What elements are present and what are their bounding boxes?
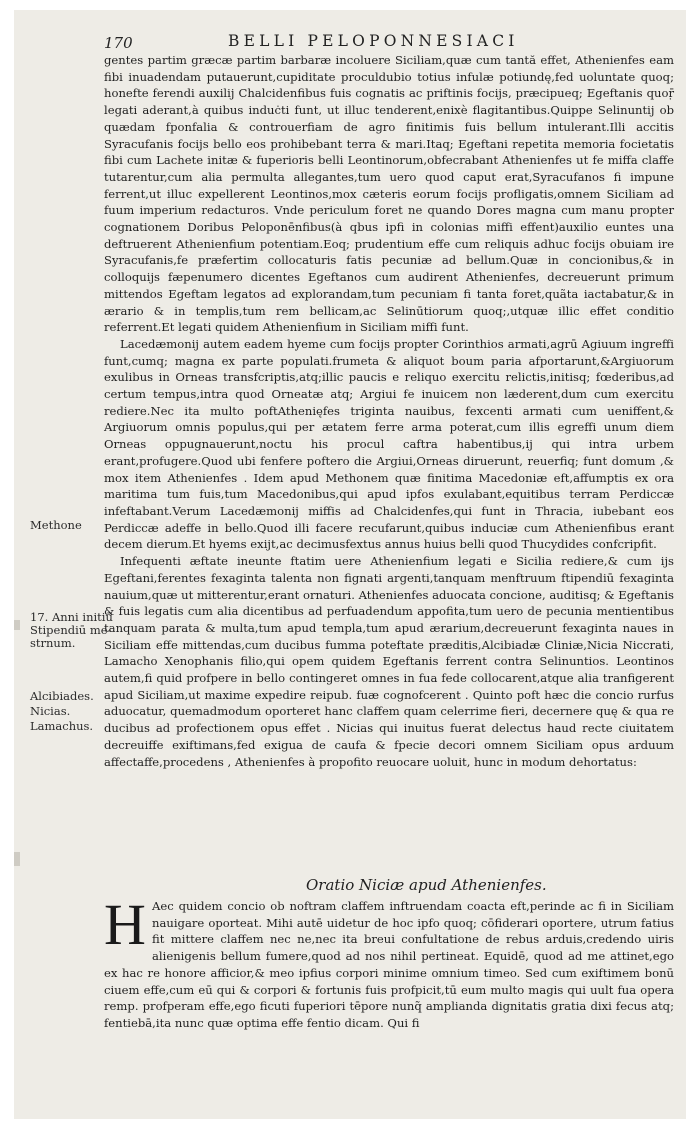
oration-text xyxy=(104,892,674,1032)
margin-note-line: Alcibiades. xyxy=(30,689,94,703)
margin-note-line: Lamachus. xyxy=(30,719,94,733)
margin-note-line: 17. Anni initiū xyxy=(30,610,113,624)
margin-note-line: Stipendiū me- xyxy=(30,623,112,637)
paragraph: gentes partim græcæ partim barbaræ incoluere Siciliam,quæ cum tantă effet, Athenienfes eam fibi inuadendam putauerunt,cupiditate proculdubio totius infulæ potiundę,fed uoluntate quoq; honefte ferendi auxilij Chalcidenfibus fuis cognatis ac priftinis focijs, præcipueq; Egeftanis quoṝ legati aderant,à quibus induċti funt, ut illuc tenderent,enixè flagitantibus.Quippe Selinuntij ob quædam fponfalia & controuerfiam de agro finitimis fuis bellum intulerant.Illi accitis Syracufanis focijs bello eos prohibebant terra & mari.Itaq; Egeftani repetita memoria focietatis fibi cum Lachete initæ & fuperioris belli Leontinorum,obfecrabant Athenienfes ut fe miffa claffe tutarentur,cum alia permulta allegantes,tum uero quod caput erat,Syracufanos fi impune ferrent,ut illuc expellerent Leontinos,mox cæteris eorum focijs profligatis,omnem Siciliam ad fuum imperium redacturos. Vnde periculum foret ne quando Dores magna cum manu propter cognationem Doribus Peloponēnfibus(à qbus ipfi in colonias miffi effent)auxilio euntes una deftruerent Athenienfium potentiam.Eoq; prudentium effe cum reliquis adhuc focijs obuiam ire Syracufanis,fe præfertim collocaturis fatis pecuniæ ad bellum.Quæ in concionibus,& in colloquijs fæpenumero dicentes Egeftanos cum audirent Athenienfes, decreuerunt primum mittendos Egeftam legatos ad explorandam,tum pecuniam fi tanta foret,quãta iactabatur,& in ærario & in templis,tum rem bellicam,ac Selinūtiorum quoq;,utquæ illic effet conditio referrent.Et legati quidem Athenienfium in Siciliam miffi funt. xyxy=(104,53,674,335)
running-head: BELLI PELOPONNESIACI xyxy=(228,32,519,50)
drop-cap: H xyxy=(104,892,146,957)
margin-note-line: Methone xyxy=(30,518,82,532)
margin-note-generals xyxy=(30,690,94,733)
oration-body: Aec quidem concio ob noftram claffem inftruendam coacta eft,perinde ac fi in Siciliam nauigare oporteat. Mihi autē uidetur de hoc ipfo quoq; cōfiderari oportere, utrum fatius fit mittere claffem nec ne,nec ita breui confultatione de rebus arduis,credendo uiris alienigenis bellum fumere,quod ad nos nihil pertineat. Equidē, quod ad me attinet,ego ex hac re honore afficior,& meo ipfius corpori minime omnium timeo. Sed cum exiftimem bonū ciuem effe,cum eū qui & corpori & fortunis fuis profpicit,tū eum multo magis qui uult fua opera remp. profperam effe,ego ficuti fuperiori tēpore nunq̃ amplianda dignitatis gratia dixi fecus atq; fentiebā,ita nunc quæ optima effe fentio dicam. Qui fi xyxy=(104,899,674,1030)
page-shading-mark xyxy=(14,852,20,866)
margin-note-line: strnum. xyxy=(30,636,76,650)
oration-title: Oratio Niciæ apud Athenienfes. xyxy=(306,876,547,894)
margin-note-anni-initium xyxy=(30,611,113,650)
margin-note-methone xyxy=(30,519,82,532)
margin-note-line: Nicias. xyxy=(30,704,71,718)
paragraph: Infequenti æftate ineunte ftatim uere Athenienfium legati e Sicilia rediere,& cum ijs Egeftani,ferentes fexaginta talenta non fignati argenti,tanquam menftruum ftipendiū fexaginta nauium,quæ ut mitterentur,erant ornaturi. Athenienfes aduocata concione, auditisq; & Egeftanis & fuis legatis cum alia dicentibus ad perfuadendum appofita,tum uero de pecunia mentientibus tanquam parata & multa,tum apud templa,tum apud ærarium,decreuerunt fexaginta naues in Siciliam effe mittendas,cum ducibus fumma poteftate præditis,Alcibiadæ Cliniæ,Nicia Niccrati, Lamacho Xenophanis filio,qui opem quidem Egeftanis ferrent contra Selinuntios. Leontinos autem,fi quid profpere in bello contingeret omnes in fua fede collocarent,atque alia tranfigerent apud Siciliam,ut maxime expedire reipub. fuæ cognofcerent . Quinto poft hæc die concio rurfus aduocatur, quemadmodum oporteret hanc claffem quam celerrime fieri, decernere quę & qua re ducibus ad profectionem opus effet . Nicias qui inuitus fuerat delectus haud recte ciuitatem decreuiffe exiftimans,fed exigua de caufa & fpecie decori omnem Siciliam opus arduum affectaffe,procedens , Athenienfes à propofito reuocare uoluit, hunc in modum dehortatus: xyxy=(104,554,674,769)
paragraph: Lacedæmonij autem eadem hyeme cum focijs propter Corinthios armati,agrū Agiuum ingreffi funt,cumq; magna ex parte populati.frumeta & aliquot boum paria afportarunt,&Argiuorum exulibus in Orneas transfcriptis,atq;illic paucis e reliquo exercitu relictis,initisq; fœderibus,ad certum tempus,intra quod Orneatæ atq; Argiui fe inuicem non læderent,dum cum exercitu rediere.Nec ita multo poftAthenięfes triginta nauibus, fexcenti armati cum ueniffent,& Argiuorum omnis populus,qui per ætatem ferre arma poterat,cum illis egreffi unum diem Orneas oppugnauerunt,noctu his procul caftra habentibus,ij qui intra urbem erant,profugere.Quod ubi fenfere poftero die Argiui,Orneas diruerunt, reuerfiq; funt domum ,& mox item Athenienfes . Idem apud Methonem quæ finitima Macedoniæ eft,affumptis ex ora maritima tum fuis,tum Macedonibus,qui apud ipfos exulabant,equitibus terram Perdiccæ infeftabant.Verum Lacedæmonij miffis ad Chalcidenfes,qui funt in Thracia, iubebant eos Perdiccæ adeffe in bello.Quod illi facere recufarunt,quibus induciæ cum Athenienfibus erant decem dierum.Et hyems exijt,ac decimusfextus annus huius belli quod Thucydides confcripfit. xyxy=(104,336,674,552)
page-number: 170 xyxy=(104,34,133,52)
main-text xyxy=(104,52,674,770)
page-shading-mark xyxy=(14,620,20,630)
